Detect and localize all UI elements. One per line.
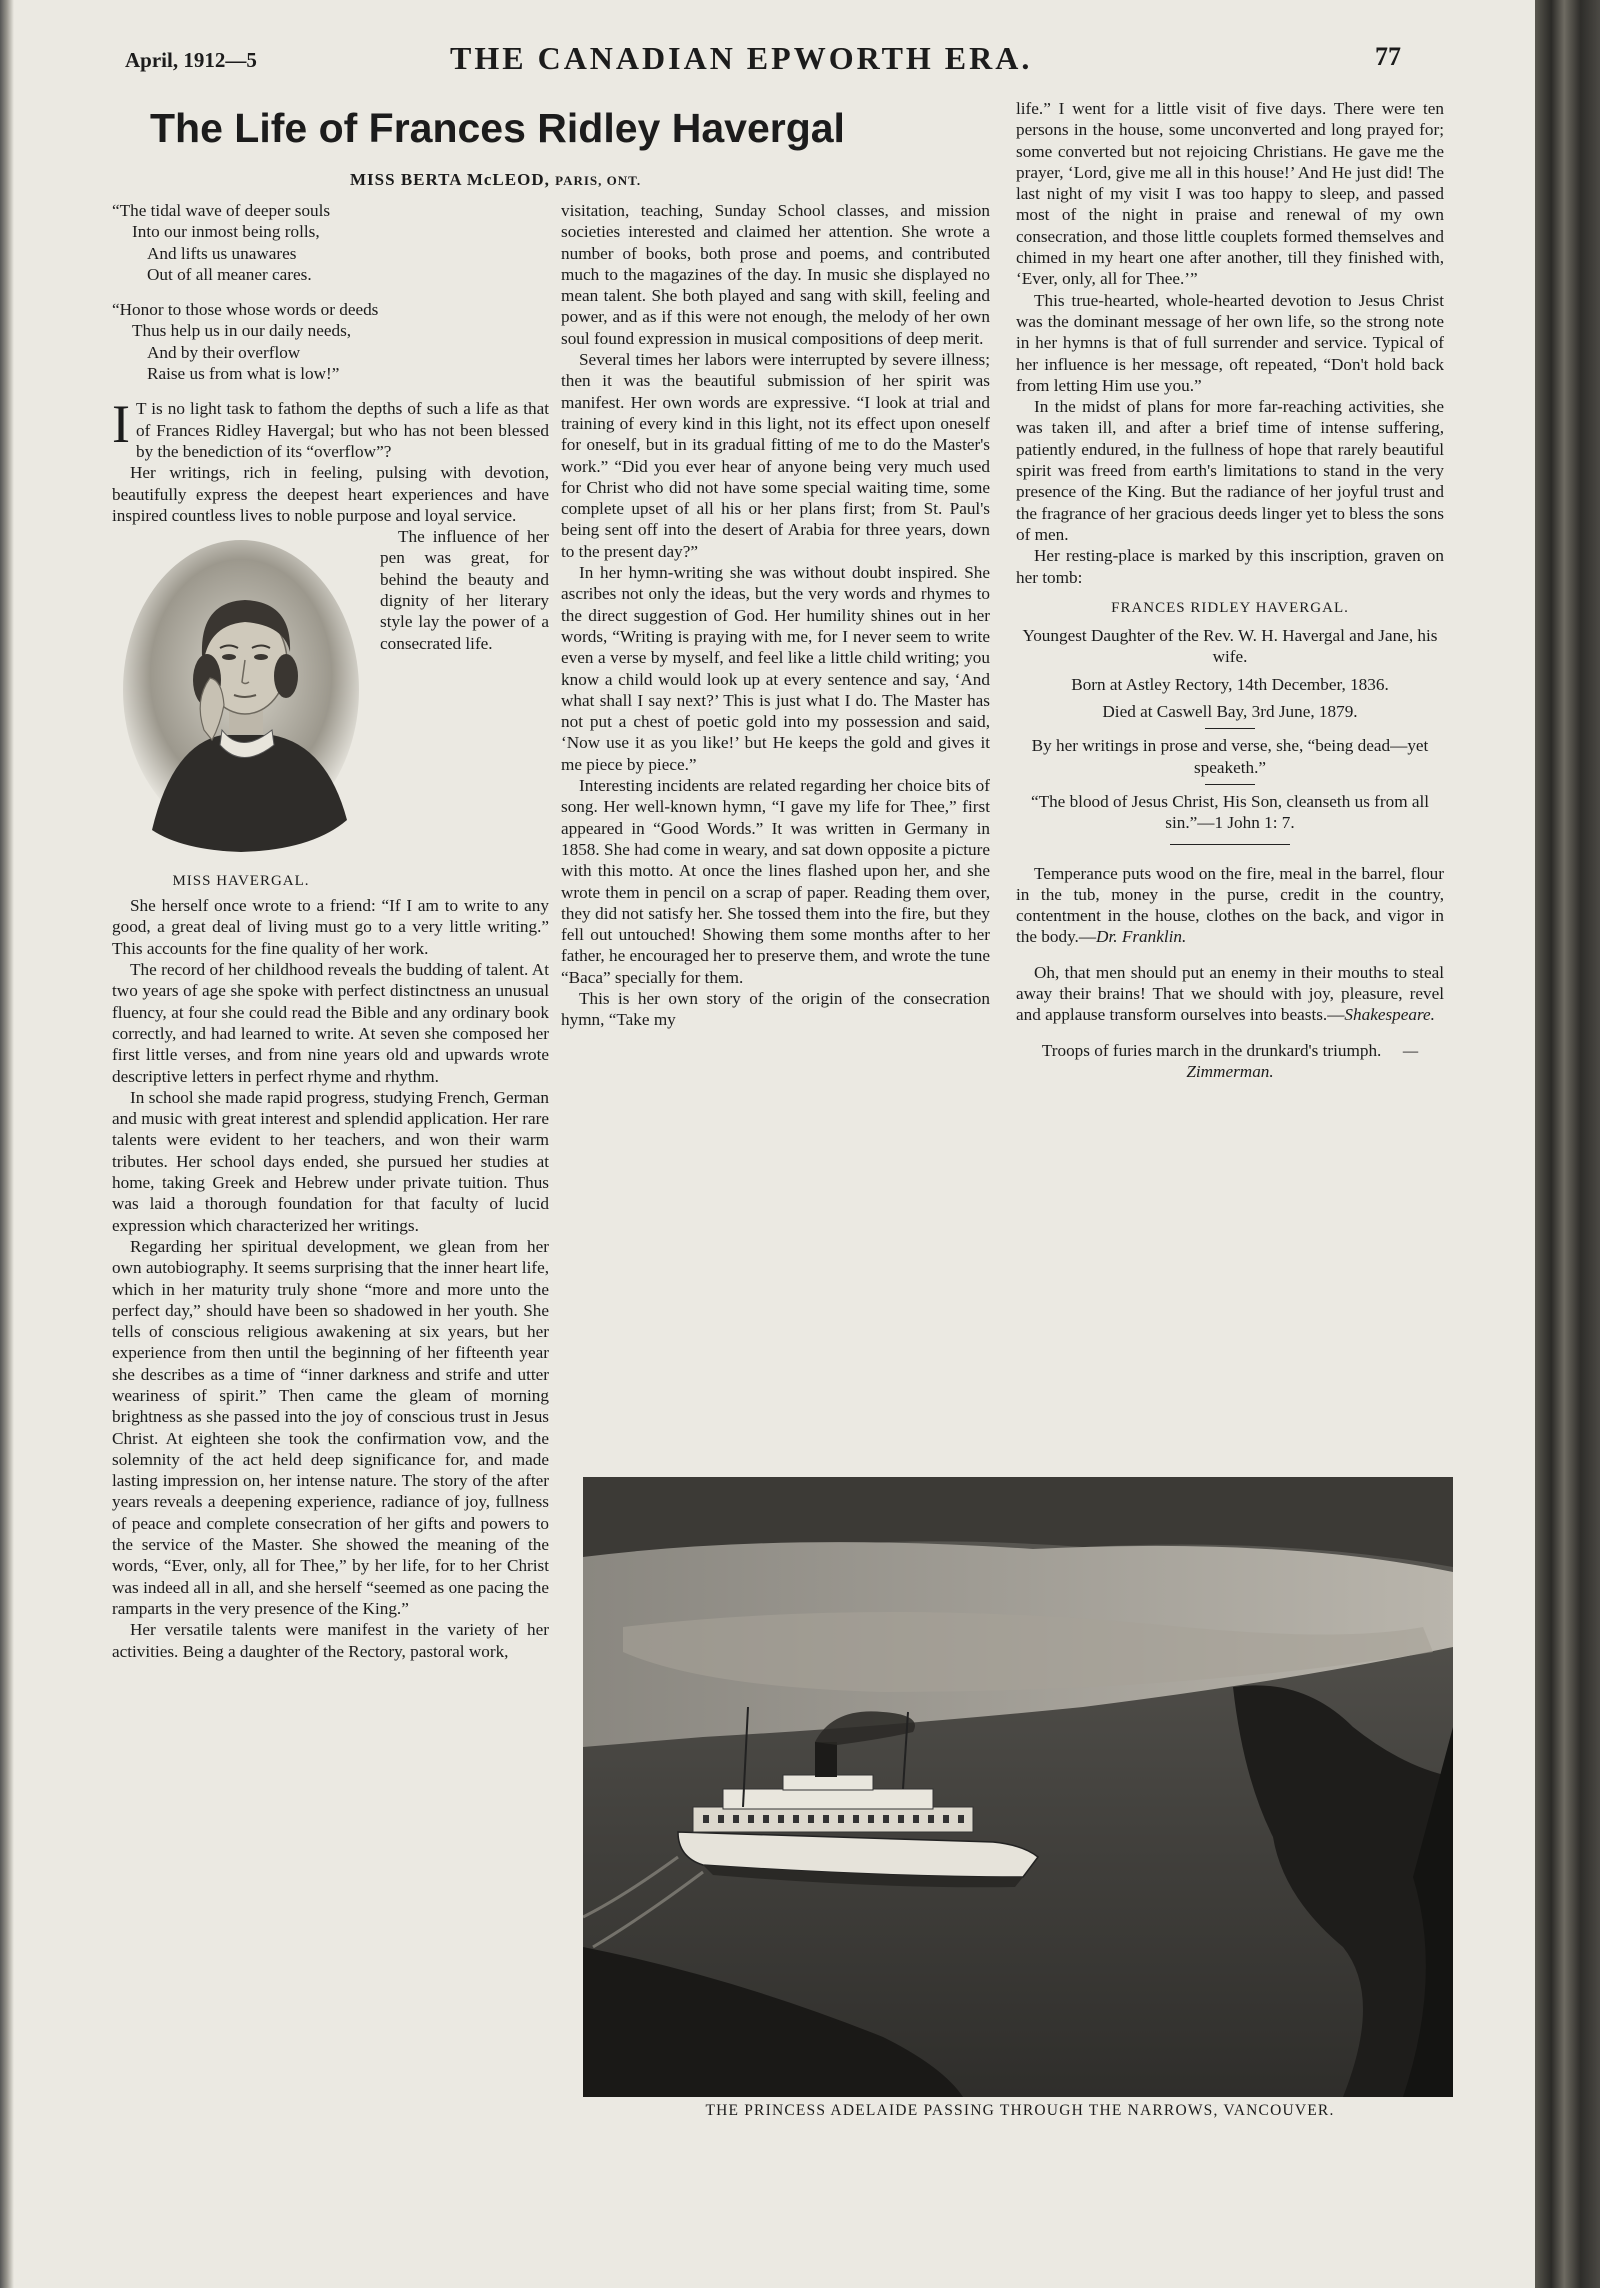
epigraph-stanza-2 (112, 299, 549, 384)
poem-line: Thus help us in our daily needs, (132, 321, 352, 341)
column-3 (1016, 98, 1444, 1082)
poem-line: And lifts us unawares (147, 243, 297, 263)
poem-line: “The tidal wave of deeper souls (112, 201, 331, 220)
epitaph-parentage: Youngest Daughter of the Rev. W. H. Havergal and Jane, his wife. (1022, 626, 1438, 667)
epitaph-writings: By her writings in prose and verse, she, “being dead—yet speaketh.” (1031, 736, 1429, 777)
epigraph-stanza-1 (112, 200, 549, 285)
byline-place: PARIS, ONT. (555, 173, 642, 188)
photo-caption: THE PRINCESS ADELAIDE PASSING THROUGH THE NARROWS, VANCOUVER. (705, 2102, 1335, 2119)
gutter-shadow (0, 0, 14, 2288)
divider (1205, 784, 1255, 785)
paragraph: This true-hearted, whole-hearted devotion to Jesus Christ was the dominant message of her own life, so the strong note in her hymns is that of full surrender and service. Typical of her influence is her message, oft repeated, “Don't hold back from letting Him use you.” (1016, 290, 1444, 395)
epitaph-born: Born at Astley Rectory, 14th December, 1836. (1071, 674, 1389, 694)
paragraph: Her resting-place is marked by this inscription, graven on her tomb: (1016, 546, 1444, 587)
paragraph: visitation, teaching, Sunday School classes, and mission societies interested and claimed her attention. She wrote a number of books, both prose and poems, and contributed much to the magazines of the day. In music she displayed no mean talent. She both played and sang with skill, feeling and power, and as if this were not enough, the melody of her own soul found expression in musical compositions of deep merit. (561, 201, 990, 348)
section-divider (1170, 844, 1290, 845)
page-number: 77 (1375, 42, 1401, 71)
article-title: The Life of Frances Ridley Havergal (150, 105, 845, 151)
paragraph: I T is no light task to fathom the depths of such a life as that of Frances Ridley Havergal; but who has not been blessed by the benediction of its “overflow”? (112, 394, 549, 461)
paragraph: Her versatile talents were manifest in the variety of her activities. Being a daughter of the Rectory, pastoral work, (112, 1620, 549, 1661)
epitaph (1016, 598, 1444, 834)
byline (350, 170, 641, 190)
paragraph: In the midst of plans for more far-reaching activities, she was taken ill, and after a brief time of intense suffering, patiently endured, in the fullness of hope that rarely beautiful spirit was freed from earth's limitations to stand in the very presence of the King. But the radiance of her joyful trust and the fragrance of her gracious deeds linger yet to bless the sons of men. (1016, 397, 1444, 544)
filler-zimmerman: Troops of furies march in the drunkard's triumph. —Zimmerman. (1041, 1040, 1419, 1081)
paragraph: Interesting incidents are related regarding her choice bits of song. Her well-known hymn, “I gave my life for Thee,” first appeared in “Good Words.” It was written in Germany in 1858. She had come in weary, and sat down opposite a picture with this motto. At once the lines flashed upon her, and she wrote them in pencil on a scrap of paper. Reading them over, they did not satisfy her. She tossed them into the fire, but they fell out untouched! Showing them some months after to her father, he encouraged her to preserve them, and wrote the tune “Baca” specially for them. (561, 776, 990, 987)
paragraph: life.” I went for a little visit of five days. There were ten persons in the house, some unconverted and long prayed for; some converted but not rejoicing Christians. He gave me the prayer, ‘Lord, give me all in this house!’ And He just did! The last night of my visit I was too happy to sleep, and passed most of the night in praise and renewal of my own consecration, and those little couplets formed themselves and chimed in my heart one after another, till they finished with, ‘Ever, only, all for Thee.’” (1016, 99, 1444, 289)
paragraph: Several times her labors were interrupted by severe illness; then it was the beautiful submission of her spirit was manifest. Her own words are expressive. “I look at trial and training of every kind in this light, not its effect upon oneself for oneself, but in its gradual fitting of me to do the Master's work.” “Did you ever hear of anyone being very much used for Christ who did not have some special waiting time, some complete upset of all his or her plans first; from St. Paul's being sent off into the desert of Arabia for three years, down to the present day?” (561, 350, 990, 561)
steamship-photo (583, 1477, 1453, 2097)
paragraph: In her hymn-writing she was without doubt inspired. She ascribes not only the ideas, but the very words and rhymes to the direct suggestion of God. Her humility shines out in her words, “Writing is praying with me, for I never seem to write even a verse by myself, and feel like a little child writing; you know a child would look up at every sentence and say, ‘And what shall I say next?’ This is just what I do. The Master has not put a chest of poetic gold into my possession and said, ‘Now use it as you like!’ but He keeps the gold and gives it me piece by piece.” (561, 563, 990, 774)
portrait-caption: MISS HAVERGAL. (172, 873, 310, 890)
epitaph-name: FRANCES RIDLEY HAVERGAL. (1111, 599, 1349, 616)
paragraph: This is her own story of the origin of the consecration hymn, “Take my (561, 988, 990, 1030)
poem-line: “Honor to those whose words or deeds (112, 300, 379, 320)
filler-franklin: Temperance puts wood on the fire, meal in the barrel, flour in the tub, money in the purse, credit in the country, contentment in the house, clothes on the back, and vigor in the body.—Dr. Franklin. (1016, 863, 1444, 947)
divider (1205, 728, 1255, 729)
paragraph: Regarding her spiritual development, we glean from her own autobiography. It seems surprising that the inner heart life, which in her maturity truly shone “more and more unto the perfect day,” should have been so shadowed in her youth. She tells of conscious religious awakening at six years, but her experience from then until the beginning of her fifteenth year she describes as a time of “inner darkness and strife and utter weariness of spirit.” Then came the gleam of morning brightness as she passed into the joy of conscious trust in Jesus Christ. At eighteen she took the confirmation vow, and the solemnity of the act held deep significance for, and made lasting impression on, her intense nature. The story of the after years reveals a deepening experience, radiance of joy, fullness of peace and complete consecration of her gifts and powers to the service of the Master. She showed the meaning of the words, “Ever, only, all for Thee,” by her life, for to her Christ was indeed all in all, and she herself “seemed as one pacing the ramparts in the very presence of the King.” (112, 1236, 549, 1618)
portrait-image (112, 530, 370, 860)
magazine-title: THE CANADIAN EPWORTH ERA. (450, 40, 1033, 76)
poem-line: Raise us from what is low!” (147, 364, 340, 384)
paragraph: The influence of her pen was great, for behind the beauty and dignity of her literary style lay the power of a consecrated life. (380, 527, 549, 653)
issue-date: April, 1912—5 (125, 48, 257, 72)
paragraph: She herself once wrote to a friend: “If I am to write to any good, a great deal of living must go to a very little writing.” This accounts for the fine quality of her work. (112, 896, 549, 958)
paragraph: In school she made rapid progress, studying French, German and music with great interest and splendid application. Her rare talents were evident to her teachers, and won their warm tributes. Her school days ended, she pursued her studies at home, taking Greek and Hebrew under private tuition. Thus was laid a thorough foundation for that faculty of lucid expression which characterized her writings. (112, 1087, 549, 1235)
epitaph-scripture: “The blood of Jesus Christ, His Son, cleanseth us from all sin.”—1 John 1: 7. (1030, 791, 1430, 833)
book-spine (1535, 0, 1600, 2288)
filler-shakespeare: Oh, that men should put an enemy in their mouths to steal away their brains! That we should with joy, pleasure, revel and applause transform ourselves into beasts.—Shakespeare. (1016, 962, 1444, 1025)
byline-name: MISS BERTA McLEOD, (350, 170, 550, 189)
poem-line: Out of all meaner cares. (147, 264, 312, 284)
drop-cap: I (112, 394, 130, 455)
column-2 (561, 200, 990, 1031)
paragraph: The record of her childhood reveals the budding of talent. At two years of age she spoke with perfect distinctness an unusual fluency, at four she could read the Bible and any ordinary book correctly, and had learned to write. At seven she composed her first little verses, and from nine years old and upwards wrote descriptive letters in perfect rhyme and rhythm. (112, 960, 549, 1086)
epitaph-died: Died at Caswell Bay, 3rd June, 1879. (1102, 702, 1358, 722)
column-1 (112, 200, 549, 1662)
paragraph: Her writings, rich in feeling, pulsing with devotion, beautifully express the deepest heart experiences and have inspired countless lives to noble purpose and loyal service. (112, 463, 549, 525)
poem-line: Into our inmost being rolls, (132, 222, 320, 242)
poem-line: And by their overflow (147, 342, 301, 362)
portrait-figure (112, 530, 370, 895)
